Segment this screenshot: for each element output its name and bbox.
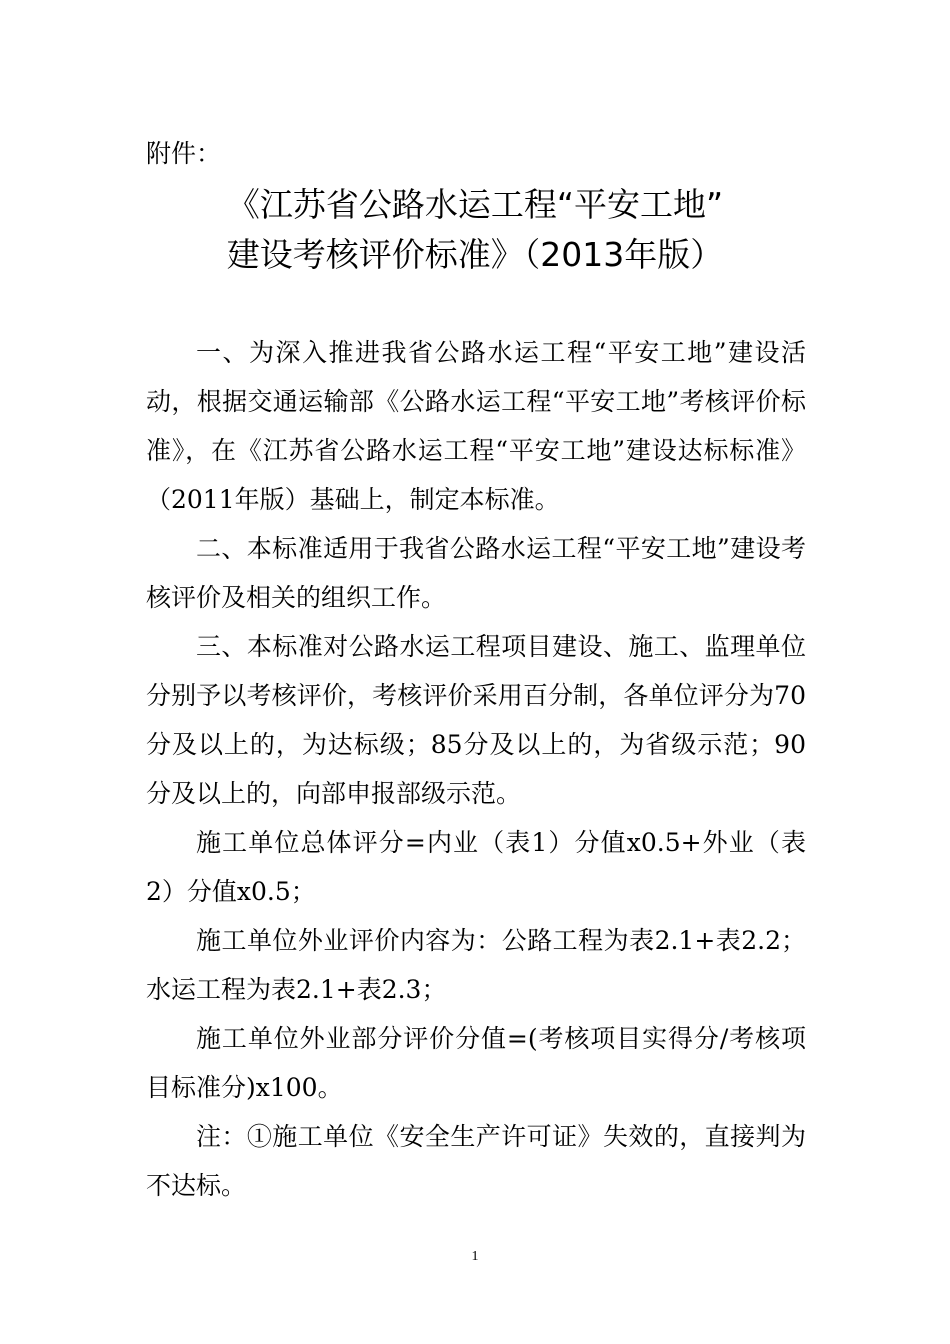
paragraph-total-score-formula: 施工单位总体评分=内业（表1）分值x0.5+外业（表2）分值x0.5；	[146, 828, 806, 906]
document-title	[146, 180, 804, 280]
paragraph-scope-purpose: 一、为深入推进我省公路水运工程“平安工地”建设活动，根据交通运输部《公路水运工程“平安工地”考核评价标准》，在《江苏省公路水运工程“平安工地”建设达标标准》（2011年版）基础上，制定本标准。	[146, 338, 806, 514]
paragraph-external-score-formula: 施工单位外业部分评价分值=(考核项目实得分/考核项目标准分)x100。	[146, 1024, 806, 1102]
title-line-2: 建设考核评价标准》（2013年版）	[226, 235, 724, 274]
title-line-1: 《江苏省公路水运工程“平安工地”	[226, 185, 724, 224]
document-body	[146, 328, 806, 1210]
annex-label: 附件：	[146, 139, 222, 168]
paragraph-scoring: 三、本标准对公路水运工程项目建设、施工、监理单位分别予以考核评价，考核评价采用百分制，各单位评分为70分及以上的，为达标级；85分及以上的，为省级示范；90分及以上的，向部申报部级示范。	[146, 632, 806, 808]
paragraph-note: 注：①施工单位《安全生产许可证》失效的，直接判为不达标。	[146, 1122, 806, 1200]
paragraph-applicability: 二、本标准适用于我省公路水运工程“平安工地”建设考核评价及相关的组织工作。	[146, 534, 806, 612]
page-number: 1	[471, 1249, 479, 1264]
paragraph-external-content: 施工单位外业评价内容为：公路工程为表2.1+表2.2；水运工程为表2.1+表2.3；	[146, 926, 806, 1004]
